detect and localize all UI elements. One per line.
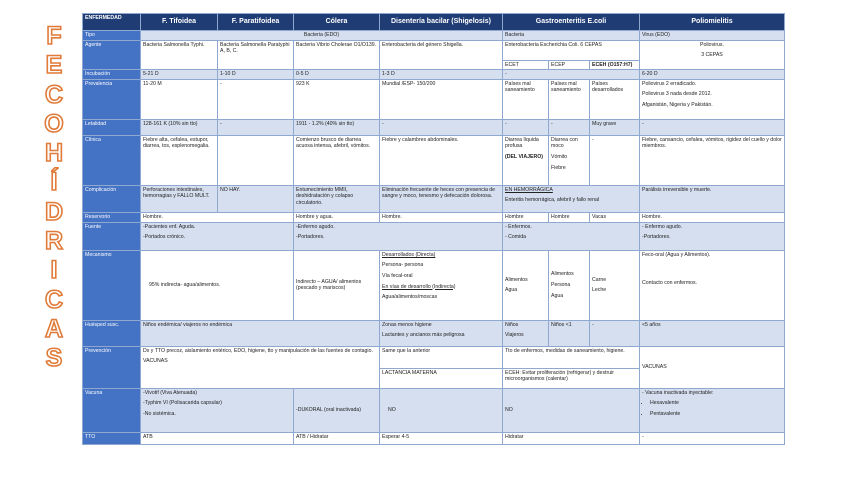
cell [294,222,503,250]
cell: ATB / Hidratar [294,432,380,444]
cell: Enterobacteria Escherichia Coli. 6 CEPAS [503,40,640,60]
cell-line: -No sistémica. [143,410,176,417]
cell: Niños endémica/ viajeros no endémica [141,320,380,346]
row-label: Clínica [83,135,141,185]
cell-line: -Enfermo agudo. [296,223,335,230]
cell: 95% indirecta- agua/alimentos. [141,250,294,320]
cell-line: 3 CEPAS [701,52,723,59]
cell-line: Diarrea líquida profusa [505,136,539,150]
cell-line: - Enfermos. [505,223,532,230]
side-letter: Í [50,168,58,197]
list-item: • Pentavalente [650,411,782,418]
cell-line: VACUNAS [143,358,168,365]
cell: Virus (EDO) [640,31,785,41]
cell [503,135,549,185]
row-label: Fuente [83,222,141,250]
cell-line: Leche [592,287,607,294]
side-letter: E [45,51,63,80]
header-shigelosis: Disentería bacilar (Shigelosis) [380,14,503,31]
cell: 1911 - 1.2% (40% sin tto) [294,119,380,135]
header-enfermedad: ENFERMEDAD [83,14,141,31]
row-label: Prevención [83,346,141,388]
cell-line: Alimentos [551,271,574,278]
cell: 1-10 D [218,70,294,80]
row-clinica [83,135,785,185]
cell: Esperar 4-5 [380,432,503,444]
cell: Hidratar [503,432,640,444]
cell: Tto de enfermos, medidas de saneamiento, higiene. [503,346,640,368]
side-letter: C [44,285,64,314]
cell-line: -Portadores. [296,234,325,241]
cell: LACTANCIA MATERNA [380,368,503,388]
cell: Hombre y agua. [294,212,380,222]
cell [503,185,640,212]
cell-line: Dx y TTO precoz, aislamiento entérico, EDO, higiene, tto y manipulación de las fuentes de contagio. [143,347,373,354]
cell: NO [503,388,640,432]
cell [549,250,590,320]
side-letter: D [44,197,64,226]
row-label: Mecanismo [83,250,141,320]
cell: - [218,119,294,135]
cell [141,222,294,250]
row-huesped [83,320,785,346]
cell [640,40,785,70]
row-reservorio [83,212,785,222]
cell [640,222,785,250]
cell: - [503,119,549,135]
cell [640,250,785,320]
side-letter: R [44,227,64,256]
disease-table [82,13,785,445]
cell: Hombre [503,212,549,222]
cell: ECEH (O157:H7) [590,60,640,70]
row-tto [83,432,785,444]
cell-line: Lactantes y ancianos más peligrosa [382,332,465,339]
cell-line: Alimentos [505,276,528,283]
cell: - [380,119,503,135]
header-tifoidea: F. Tifoidea [141,14,218,31]
disease-table-wrapper [82,13,784,445]
cell [549,135,590,185]
cell: 1-3 D [380,70,503,80]
cell: Mundial /ESP- 150/200 [380,79,503,119]
row-prevalencia [83,79,785,119]
row-letalidad [83,119,785,135]
side-letter: F [46,22,62,50]
cell: Hombre [549,212,590,222]
cell: 0-5 D [294,70,380,80]
cell: VACUNAS [640,346,785,388]
row-incubacion [83,70,785,80]
row-vacuna [83,388,785,432]
cell: Comienzo brusco de diarrea acuosa intensa, afebril, vómitos. [294,135,380,185]
cell-line: Fiebre [551,164,566,171]
cell-line: -Pacientes enf. Aguda. [143,223,196,230]
cell: 923 K [294,79,380,119]
cell-line: EN HEMORRÁGICA [505,186,553,193]
cell: - [503,70,640,80]
row-label: TTO [83,432,141,444]
cell: Países mal saneamiento [503,79,549,119]
cell-line: Persona- persona [382,262,424,269]
row-label: Reservorio [83,212,141,222]
row-complicacion [83,185,785,212]
cell: Bacteria (EDO) [141,31,503,41]
cell [640,79,785,119]
cell: - [549,119,590,135]
cell-line: Persona [551,281,571,288]
header-colera: Cólera [294,14,380,31]
cell: ECET [503,60,549,70]
cell: ECEP [549,60,590,70]
side-letter: H [44,139,64,168]
cell: Fiebre alta, cefalea, estupor, diarrea, tos, esplenomegalia. [141,135,218,185]
cell: - [640,119,785,135]
cell: Bacteria [503,31,640,41]
side-letter: C [44,80,64,109]
cell: 128-161 K (10% sin tto) [141,119,218,135]
cell-line: Agua/alimentos/moscas [382,294,438,301]
cell: 5-21 D [141,70,218,80]
cell-line: (DEL VIAJERO) [505,153,543,160]
cell-line: Afganistán, Nigeria y Pakistán. [642,101,713,108]
cell [141,388,294,432]
cell-line: Poliovirus. [700,41,724,48]
cell: Países desarrollados [590,79,640,119]
cell: - [590,135,640,185]
cell-line: Diarrea con moco [551,136,578,150]
side-letter: O [44,109,64,138]
cell-line: Viajeros [505,332,524,339]
cell-line: -Portados crónico. [143,234,186,241]
side-title [34,22,74,374]
row-tipo [83,31,785,41]
row-label: Vacuna [83,388,141,432]
cell: Perforaciones intestinales, hemorragias y FALLO MULT. [141,185,218,212]
header-gastroenteritis: Gastroenteritis E.coli [503,14,640,31]
cell [503,320,549,346]
cell: Hombre. [380,212,503,222]
cell-line: - Enfermo agudo. [642,223,683,230]
cell: Entumecimiento MMII, deshidratación y colapso circulatorio. [294,185,380,212]
row-label: Incubación [83,70,141,80]
cell [503,222,640,250]
cell [380,250,503,320]
cell-line: Zonas menos higiene [382,321,432,328]
cell: Enterobacteria del género Shigella. [380,40,503,70]
cell: ECEH: Evitar proliferación (refrigerar) y destruir microorganismos (calentar) [503,368,640,388]
cell-line: Niños [505,321,519,328]
row-label: Complicación [83,185,141,212]
cell-line: -Vivotif (Viva Atenuada) [143,389,198,396]
cell: Países mal saneamiento [549,79,590,119]
cell [590,250,640,320]
row-mecanismo [83,250,785,320]
row-label: Letalidad [83,119,141,135]
cell-line: Vía fecal-oral [382,272,413,279]
cell: Eliminación frecuente de heces con presencia de sangre y moco, tenesmo y defecación dolorosa. [380,185,503,212]
cell: Vacas [590,212,640,222]
cell: Fiebre, cansancio, cefalea, vómitos, rigidez del cuello y dolor miembros. [640,135,785,185]
row-prevencion [83,346,785,368]
cell-line: Vómito [551,153,568,160]
cell-line: Agua [505,287,518,294]
header-row [83,14,785,31]
cell: Bacteria Salmonella Paratyphi A, B, C. [218,40,294,70]
row-agente [83,40,785,60]
header-paratifoidea: F. Paratifoidea [218,14,294,31]
cell-line: En vías de desarrollo (Indirecta) [382,283,456,290]
cell-line: Enteritis hemorrágica, afebril y fallo renal [505,197,599,204]
cell-line: - Vacuna inactivada inyectable: [642,389,714,396]
cell: <5 años [640,320,785,346]
side-letter: A [44,314,64,343]
cell: -DUKORAL (oral inactivada) [294,388,380,432]
cell: NO [380,388,503,432]
cell [218,135,294,185]
cell: Hombre. [141,212,294,222]
cell [640,388,785,432]
cell: Niños <1 [549,320,590,346]
header-poliomielitis: Poliomielitis [640,14,785,31]
cell: - [590,320,640,346]
cell: Indirecto – AGUA/ alimentos (pescado y mariscos) [294,250,380,320]
cell-line: Feco-oral (Agua y Alimentos). [642,251,711,258]
cell-line: Poliovirus 3 nada desde 2012. [642,91,712,98]
cell: Hombre. [640,212,785,222]
cell [380,320,503,346]
row-fuente [83,222,785,250]
cell-line: Contacto con enfermos. [642,280,698,287]
side-letter: I [50,256,58,285]
cell-line: -Portadores. [642,234,671,241]
cell: Muy grave [590,119,640,135]
row-label: Huésped susc. [83,320,141,346]
list-item: • Hexavalente [650,400,782,407]
cell [141,346,380,388]
cell: 6-20 D [640,70,785,80]
cell: ATB [141,432,294,444]
row-label: Tipo [83,31,141,41]
cell [503,250,549,320]
cell: Bacteria Vibrio Cholerae O1/O139. [294,40,380,70]
cell: - [640,432,785,444]
cell: Parálisis irreversible y muerte. [640,185,785,212]
row-label: Agente [83,40,141,70]
cell: Same que la anterior [380,346,503,368]
cell: - [218,79,294,119]
cell: Bacteria Salmonella Typhi. [141,40,218,70]
cell-line: Carne [592,276,607,283]
cell: Fiebre y calambres abdominales. [380,135,503,185]
cell-line: Agua [551,292,564,299]
side-letter: S [45,344,63,373]
cell: NO HAY. [218,185,294,212]
row-label: Prevalencia [83,79,141,119]
cell-line: -Typhim VI (Polisacarida capsular) [143,400,222,407]
cell: 11-20 M [141,79,218,119]
cell-line: - Comida [505,234,527,241]
cell-line: Poliovirus 2 erradicado. [642,80,697,87]
cell-line: Desarrollados (Directa) [382,251,436,258]
